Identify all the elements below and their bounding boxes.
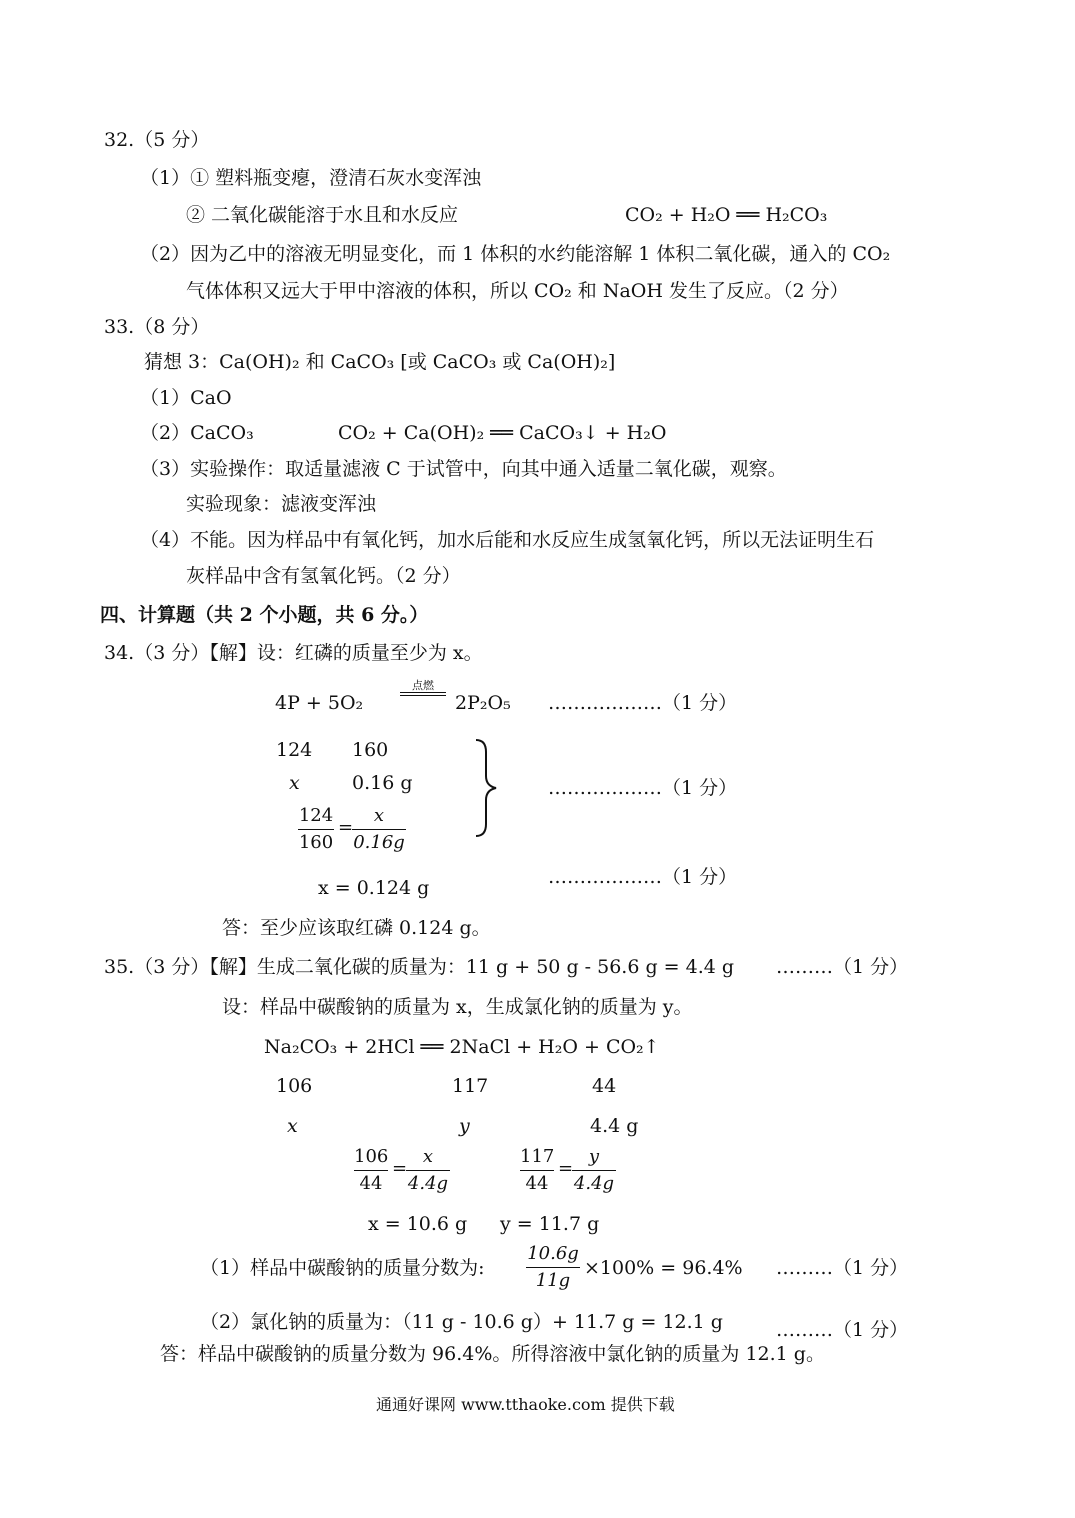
q34-reaction-left: 4P + 5O₂ [275,692,364,714]
q35-fraction-b: x 4.4g [407,1146,449,1194]
q35-result-x: x = 10.6 g [368,1213,468,1235]
q35-mass-nacl: 117 [452,1075,489,1097]
q34-fraction-left: 124 160 [298,805,334,853]
q35-fraction-c: 117 44 [520,1146,555,1194]
q34-heading: 34.（3 分）【解】设：红磷的质量至少为 x。 [104,642,483,664]
q34-reaction-arrow [400,680,446,696]
q35-score-3: ………（1 分） [776,1319,909,1341]
q34-reaction-right: 2P₂O₅ [455,692,511,714]
q34-var-x: x [289,772,300,794]
q32-heading: 32.（5 分） [104,129,210,151]
q35-score-2: ………（1 分） [776,1257,909,1279]
q35-mass-co2: 44 [592,1075,617,1097]
q35-var-co2: 4.4 g [590,1115,639,1137]
q33-step4-line1: （4）不能。因为样品中有氧化钙，加水后能和水反应生成氢氧化钙，所以无法证明生石 [140,529,875,551]
q35-part1-text: （1）样品中碳酸钠的质量分数为: [200,1257,485,1279]
q35-equals-1: = [392,1158,408,1179]
q32-part1-line1: （1）① 塑料瓶变瘪，澄清石灰水变浑浊 [140,167,482,189]
q35-score-1: ………（1 分） [776,956,909,978]
q35-part1-result: ×100% = 96.4% [584,1257,743,1279]
q34-score-3: ………………（1 分） [548,866,738,888]
q35-mass-na2co3: 106 [276,1075,313,1097]
q35-fraction-a: 106 44 [354,1146,389,1194]
q33-step2: （2）CaCO₃ [140,422,254,444]
section-4-title: 四、计算题（共 2 个小题，共 6 分。） [100,604,429,626]
q32-part2-line1: （2）因为乙中的溶液无明显变化，而 1 体积的水约能溶解 1 体积二氧化碳，通入的 CO₂ [140,243,891,265]
q34-score-2: ………………（1 分） [548,777,738,799]
q35-let: 设：样品中碳酸钠的质量为 x，生成氯化钠的质量为 y。 [222,996,693,1018]
q35-reaction: Na₂CO₃ + 2HCl ══ 2NaCl + H₂O + CO₂↑ [264,1036,660,1058]
q34-mass-p: 124 [276,739,313,761]
q35-fraction-d: y 4.4g [573,1146,615,1194]
q35-answer: 答：样品中碳酸钠的质量分数为 96.4%。所得溶液中氯化钠的质量为 12.1 g。 [160,1343,825,1365]
q33-step1: （1）CaO [140,387,232,409]
q34-result: x = 0.124 g [318,877,430,899]
q35-equals-2: = [558,1158,574,1179]
q33-step2-equation: CO₂ + Ca(OH)₂ ══ CaCO₃↓ + H₂O [338,422,667,444]
q33-heading: 33.（8 分） [104,316,210,338]
q32-part1-line2: ② 二氧化碳能溶于水且和水反应 [186,204,459,226]
q34-equals: = [338,817,354,838]
q32-equation: CO₂ + H₂O ══ H₂CO₃ [625,204,828,226]
q34-fraction-right: x 0.16g [353,805,405,853]
q34-reaction-condition: 点燃 [412,679,434,692]
q32-part2-line2: 气体体积又远大于甲中溶液的体积，所以 CO₂ 和 NaOH 发生了反应。（2 分） [186,280,849,302]
q35-var-x: x [287,1115,298,1137]
q33-step3-line1: （3）实验操作：取适量滤液 C 于试管中，向其中通入适量二氧化碳，观察。 [140,458,787,480]
q34-var-o2: 0.16 g [352,772,413,794]
q34-score-1: ………………（1 分） [548,692,738,714]
q33-step3-line2: 实验现象：滤液变浑浊 [186,493,377,515]
q35-var-y: y [459,1115,470,1137]
q35-heading: 35.（3 分）【解】生成二氧化碳的质量为：11 g + 50 g - 56.6 g = 4.4 g [104,956,735,978]
q33-guess: 猜想 3：Ca(OH)₂ 和 CaCO₃ [或 CaCO₃ 或 Ca(OH)₂] [144,351,616,373]
q34-right-brace [472,738,502,838]
q35-result-y: y = 11.7 g [500,1213,600,1235]
q35-part1-fraction: 10.6g 11g [527,1243,579,1291]
footer-source: 通通好课网 www.tthaoke.com 提供下载 [376,1395,675,1414]
q34-mass-o2: 160 [352,739,389,761]
q35-part2-text: （2）氯化钠的质量为：（11 g - 10.6 g）+ 11.7 g = 12.1 g [200,1311,723,1333]
q33-step4-line2: 灰样品中含有氢氧化钙。（2 分） [186,565,461,587]
q34-answer: 答：至少应该取红磷 0.124 g。 [222,917,491,939]
